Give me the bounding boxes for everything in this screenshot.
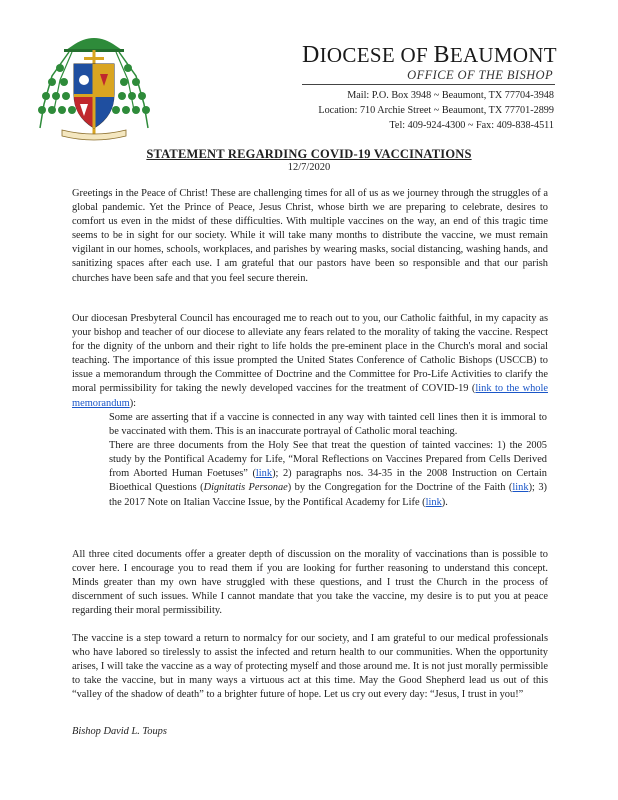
bishop-signature: Bishop David L. Toups [72, 726, 167, 737]
paragraph-text: Our diocesan Presbyteral Council has encouraged me to reach out to you, our Catholic faithful, in my capacity as your bishop and teacher of our diocese to alleviate any fears related to the morality of taking the vaccine. Respect for the dignity of the unborn and their right to life holds the pre-eminent place in the Church's moral and social teaching. The importance of this issue prompted the United States Conference of Catholic Bishops (USCCB) to issue a memorandum through the Committee of Doctrine and the Committee for Pro-Life Activities to clarify the moral permissibility for taking the newly developed vaccines for the treatment of COVID-19 ( [72, 313, 548, 395]
memorandum-link[interactable]: link to the whole memorandum [72, 383, 548, 409]
paragraph-presbyteral-council [72, 312, 548, 411]
diocese-title: DIOCESE OF BEAUMONT [302, 42, 557, 68]
coat-of-arms-logo [34, 24, 154, 142]
blockquote-memorandum [109, 411, 547, 510]
paragraph-cited-documents: All three cited documents offer a greater depth of discussion on the morality of vaccinations than is possible to cover here. I encourage you to read them if you are looking for further reasoning to understand this concept. Minds greater than my own have struggled with these questions, and I trust the Church in the process of discernment of such issues. While I cannot mandate that you take the vaccine, my desire is to put you at peace regarding their moral permissibility. [72, 549, 548, 617]
paragraph-greeting: Greetings in the Peace of Christ! These are challenging times for all of us as we journey through the struggles of a global pandemic. Yet the Prince of Peace, Jesus Christ, whose birth we are preparing to celebrate, desires to comfort us even in the midst of these difficulties. With multiple vaccines on the way, an end of this tragic time seems to be in sight for our society. While it will take many months to distribute the vaccine, we must remain vigilant in our homes, schools, workplaces, and parishes by wearing masks, social distancing, washing hands, and sanitizing spaces after each use. I am grateful that our pastors have been so responsible and that our parish churches have been safe and that you feel secure therein. [72, 188, 548, 284]
quote-text-e: ). [441, 496, 448, 508]
statement-title: STATEMENT REGARDING COVID-19 VACCINATIONS [146, 147, 472, 161]
statement-date: 12/7/2020 [287, 162, 331, 173]
quote-text-d: ); 3) the 2017 Note on Italian Vaccine Issue, by the Pontifical Academy for Life ( [109, 482, 547, 508]
link-cdf-2008[interactable]: link [512, 482, 529, 494]
dignitatis-personae-title: Dignitatis Personae [203, 482, 288, 494]
contact-block [250, 88, 554, 133]
quote-text-a: There are three documents from the Holy See that treat the question of tainted vaccines: 1) the 2005 study by the Pontifical Academy for Life, “Moral Reflections on Vaccines Prepared from Cells Derived from Aborted Human Foetuses” ( [109, 440, 547, 480]
header-rule [302, 84, 555, 85]
link-pontifical-academy-2005[interactable]: link [255, 468, 273, 480]
quote-text-b: ); 2) paragraphs nos. 34-35 in the 2008 Instruction on Certain Bioethical Questions ( [109, 468, 547, 494]
quote-paragraph-2 [109, 439, 547, 509]
mail-address: Mail: P.O. Box 3948 ~ Beaumont, TX 77704-3948 [347, 90, 554, 101]
quote-paragraph-1: Some are asserting that if a vaccine is connected in any way with tainted cell lines then it is immoral to be vaccinated with them. This is an inaccurate portrayal of Catholic moral teaching. [109, 412, 547, 438]
office-subtitle: OFFICE OF THE BISHOP [407, 68, 553, 82]
phone-fax: Tel: 409-924-4300 ~ Fax: 409-838-4511 [389, 120, 554, 131]
location-address: Location: 710 Archie Street ~ Beaumont, TX 77701-2899 [318, 105, 554, 116]
paragraph-vaccine-step: The vaccine is a step toward a return to normalcy for our society, and I am grateful to our medical professionals who have labored so tirelessly to assist the infected and return health to our communities. When the opportunity arises, I will take the vaccine as a way of protecting myself and those around me. It is not just morally permissible to take the vaccine, but in many ways a virtuous act at this time. May the Good Shepherd lead us out of this “valley of the shadow of death” to a brighter future of hope. Let us cry out every day: “Jesus, I trust in you!” [72, 633, 548, 701]
paragraph-text-end: ): [129, 397, 137, 409]
link-academy-2017[interactable]: link [425, 496, 442, 508]
quote-text-c: ) by the Congregation for the Doctrine of the Faith ( [287, 482, 513, 494]
